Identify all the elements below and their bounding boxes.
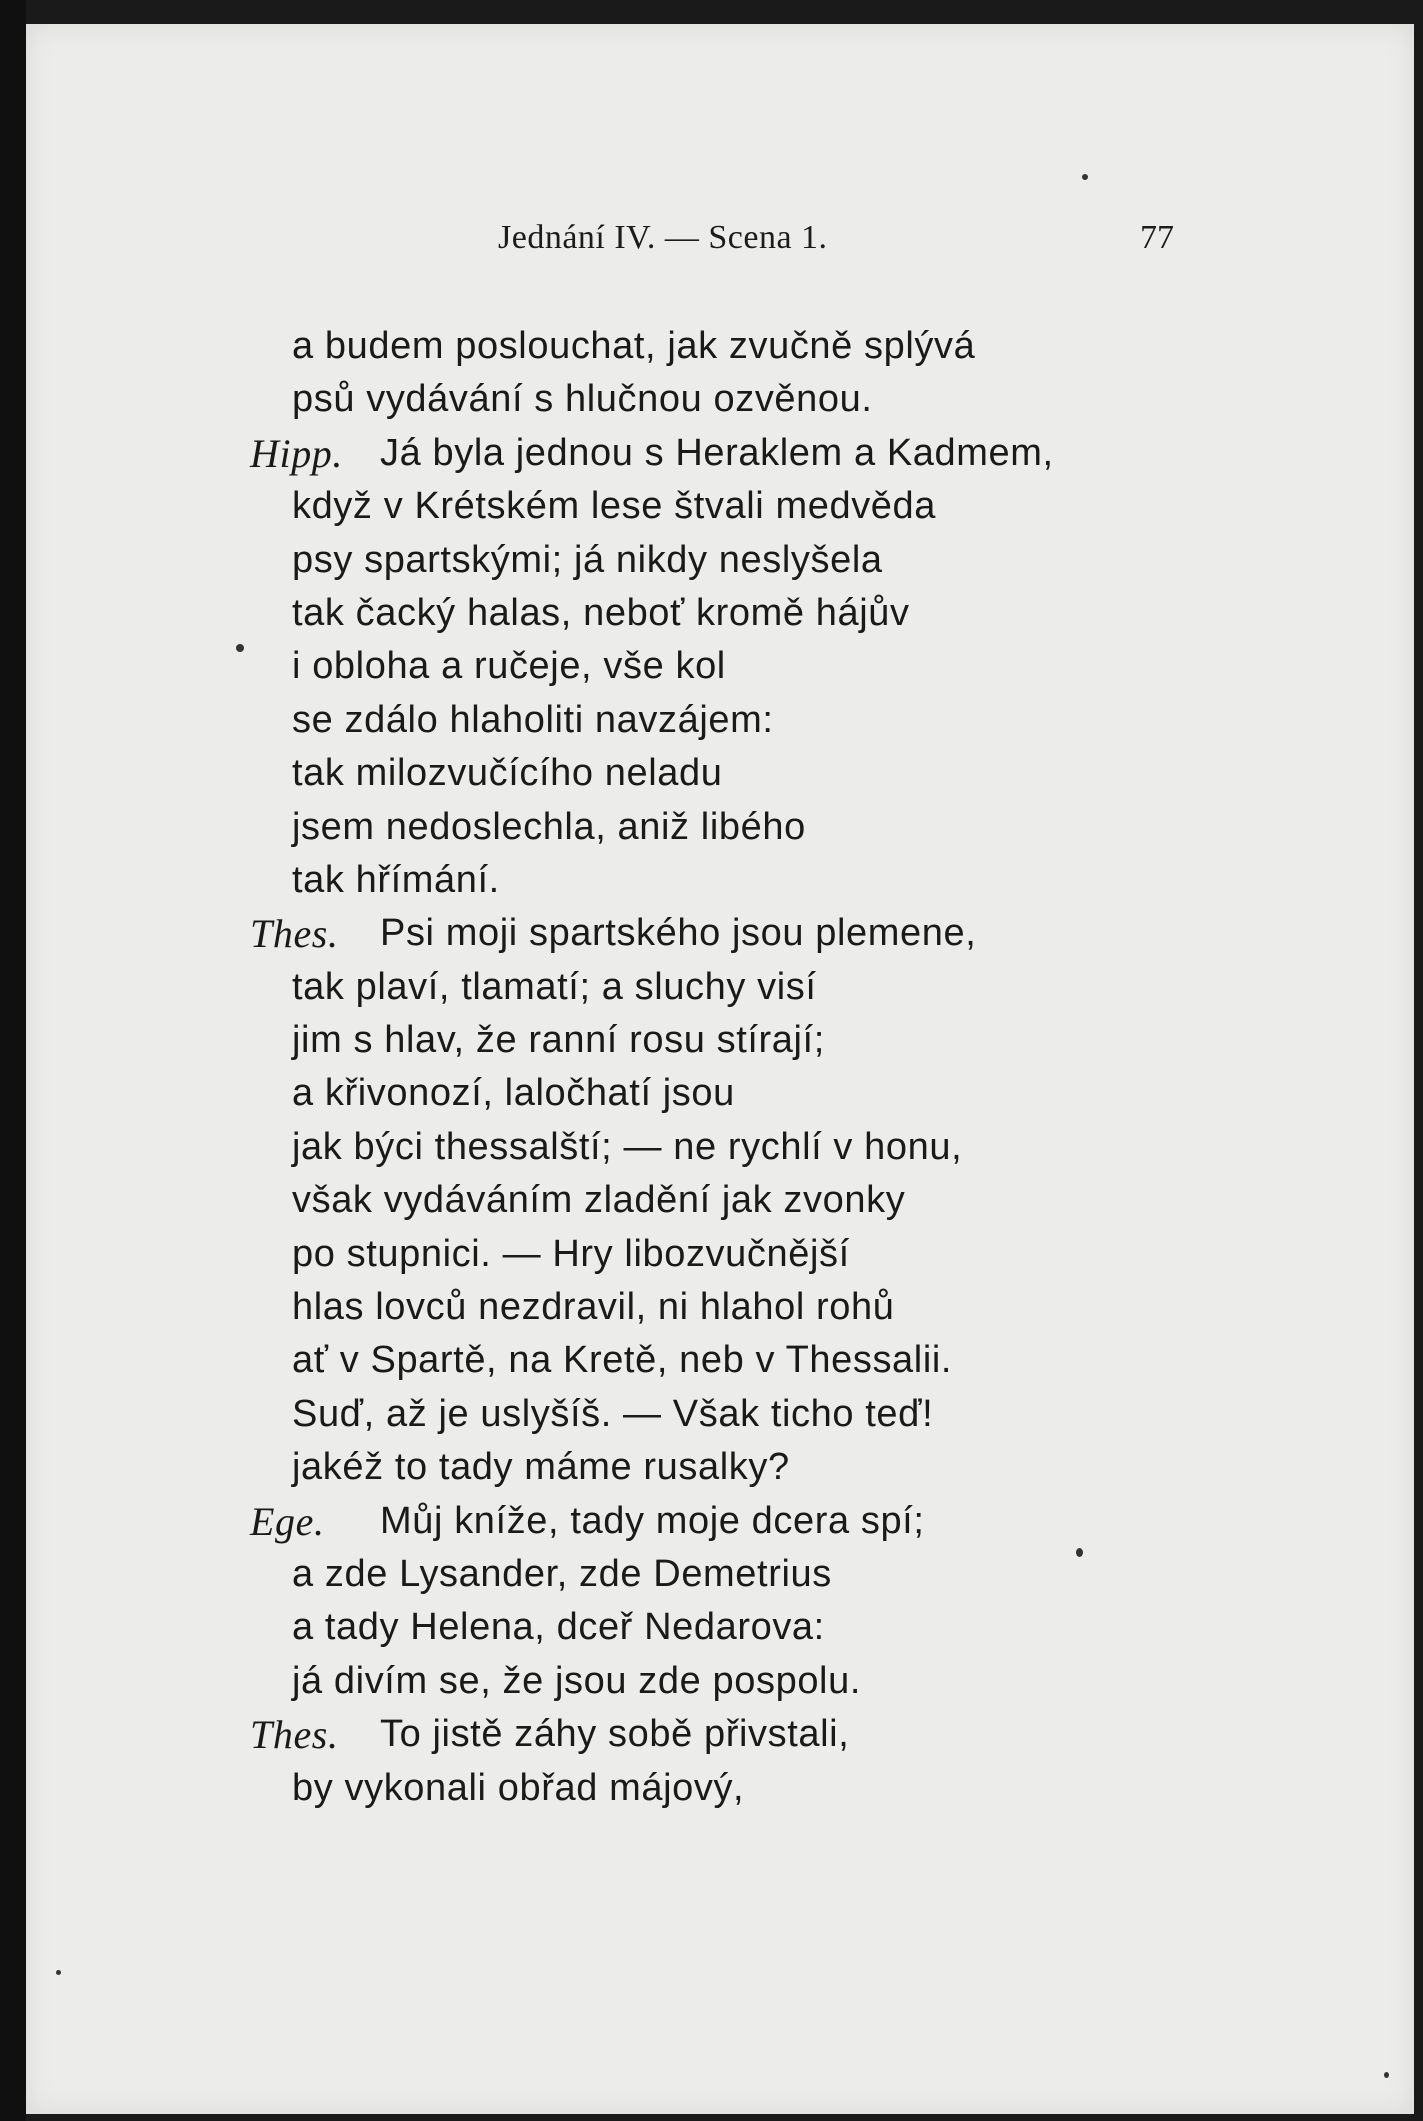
verse-line-text: tak čacký halas, neboť kromě hájův (292, 591, 910, 634)
verse-line-text: Suď, až je uslyšíš. — Však ticho teď! (292, 1392, 934, 1435)
verse-line-text: já divím se, že jsou zde pospolu. (292, 1659, 861, 1702)
verse-line-text: Psi moji spartského jsou plemene, (380, 912, 977, 955)
verse-line (26, 320, 1414, 373)
verse-line-text: psů vydávání s hlučnou ozvěnou. (292, 378, 873, 421)
verse-line (26, 587, 1414, 640)
verse-line (26, 747, 1414, 800)
verse-line-text: psy spartskými; já nikdy neslyšela (292, 538, 883, 581)
speaker-name: Thes. (250, 911, 339, 957)
verse-line (26, 1762, 1414, 1815)
verse-line-text: a zde Lysander, zde Demetrius (292, 1552, 832, 1595)
verse-line (26, 1441, 1414, 1494)
page-header (26, 219, 1414, 269)
verse-line-text: by vykonali obřad májový, (292, 1766, 745, 1809)
verse-line (26, 961, 1414, 1014)
verse-line (26, 801, 1414, 854)
verse-line (26, 1708, 1414, 1761)
verse-line-text: jsem nedoslechla, aniž libého (292, 805, 806, 848)
speaker-name: Ege. (250, 1498, 325, 1544)
print-speck (1082, 174, 1088, 180)
verse-text (26, 320, 1414, 1815)
verse-line (26, 1014, 1414, 1067)
verse-line (26, 907, 1414, 960)
speaker-name: Hipp. (250, 430, 343, 476)
verse-line-text: i obloha a ručeje, vše kol (292, 645, 726, 688)
verse-line (26, 534, 1414, 587)
print-speck (1076, 1548, 1083, 1557)
verse-line (26, 694, 1414, 747)
verse-line (26, 1334, 1414, 1387)
verse-line (26, 373, 1414, 426)
verse-line-text: a křivonozí, laločhatí jsou (292, 1072, 735, 1115)
speaker-name: Thes. (250, 1712, 339, 1758)
verse-line (26, 1388, 1414, 1441)
verse-line-text: Já byla jednou s Heraklem a Kadmem, (380, 431, 1054, 474)
print-speck (1384, 2072, 1389, 2078)
verse-line (26, 1548, 1414, 1601)
verse-line (26, 1174, 1414, 1227)
verse-line-text: a tady Helena, dceř Nedarova: (292, 1606, 825, 1649)
verse-line-text: tak hřímání. (292, 858, 500, 901)
verse-line-text: tak milozvučícího neladu (292, 752, 723, 795)
verse-line (26, 1228, 1414, 1281)
verse-line (26, 427, 1414, 480)
verse-line (26, 480, 1414, 533)
verse-line-text: když v Krétském lese štvali medvěda (292, 485, 937, 528)
verse-line-text: hlas lovců nezdravil, ni hlahol rohů (292, 1286, 895, 1329)
verse-line (26, 640, 1414, 693)
print-speck (236, 644, 244, 652)
verse-line (26, 1281, 1414, 1334)
verse-line-text: To jistě záhy sobě přivstali, (380, 1713, 850, 1756)
verse-line (26, 1655, 1414, 1708)
page-number: 77 (1140, 219, 1174, 256)
book-page (26, 24, 1414, 2114)
verse-line-text: po stupnici. — Hry libozvučnější (292, 1232, 850, 1275)
print-speck (56, 1970, 61, 1975)
running-title: Jednání IV. — Scena 1. (498, 219, 828, 256)
verse-line (26, 1067, 1414, 1120)
verse-line-text: se zdálo hlaholiti navzájem: (292, 698, 774, 741)
verse-line-text: Můj kníže, tady moje dcera spí; (380, 1499, 925, 1542)
verse-line (26, 854, 1414, 907)
verse-line-text: však vydáváním zladění jak zvonky (292, 1179, 906, 1222)
verse-line-text: ať v Spartě, na Kretě, neb v Thessalii. (292, 1339, 953, 1382)
verse-line-text: a budem poslouchat, jak zvučně splývá (292, 325, 976, 367)
verse-line-text: jak býci thessalští; — ne rychlí v honu, (292, 1125, 963, 1168)
verse-line (26, 1601, 1414, 1654)
verse-line-text: tak plaví, tlamatí; a sluchy visí (292, 965, 817, 1008)
page-edge (0, 0, 26, 2121)
verse-line (26, 1121, 1414, 1174)
verse-line (26, 1495, 1414, 1548)
verse-line-text: jim s hlav, že ranní rosu stírají; (292, 1019, 825, 1062)
verse-line-text: jakéž to tady máme rusalky? (292, 1446, 790, 1489)
